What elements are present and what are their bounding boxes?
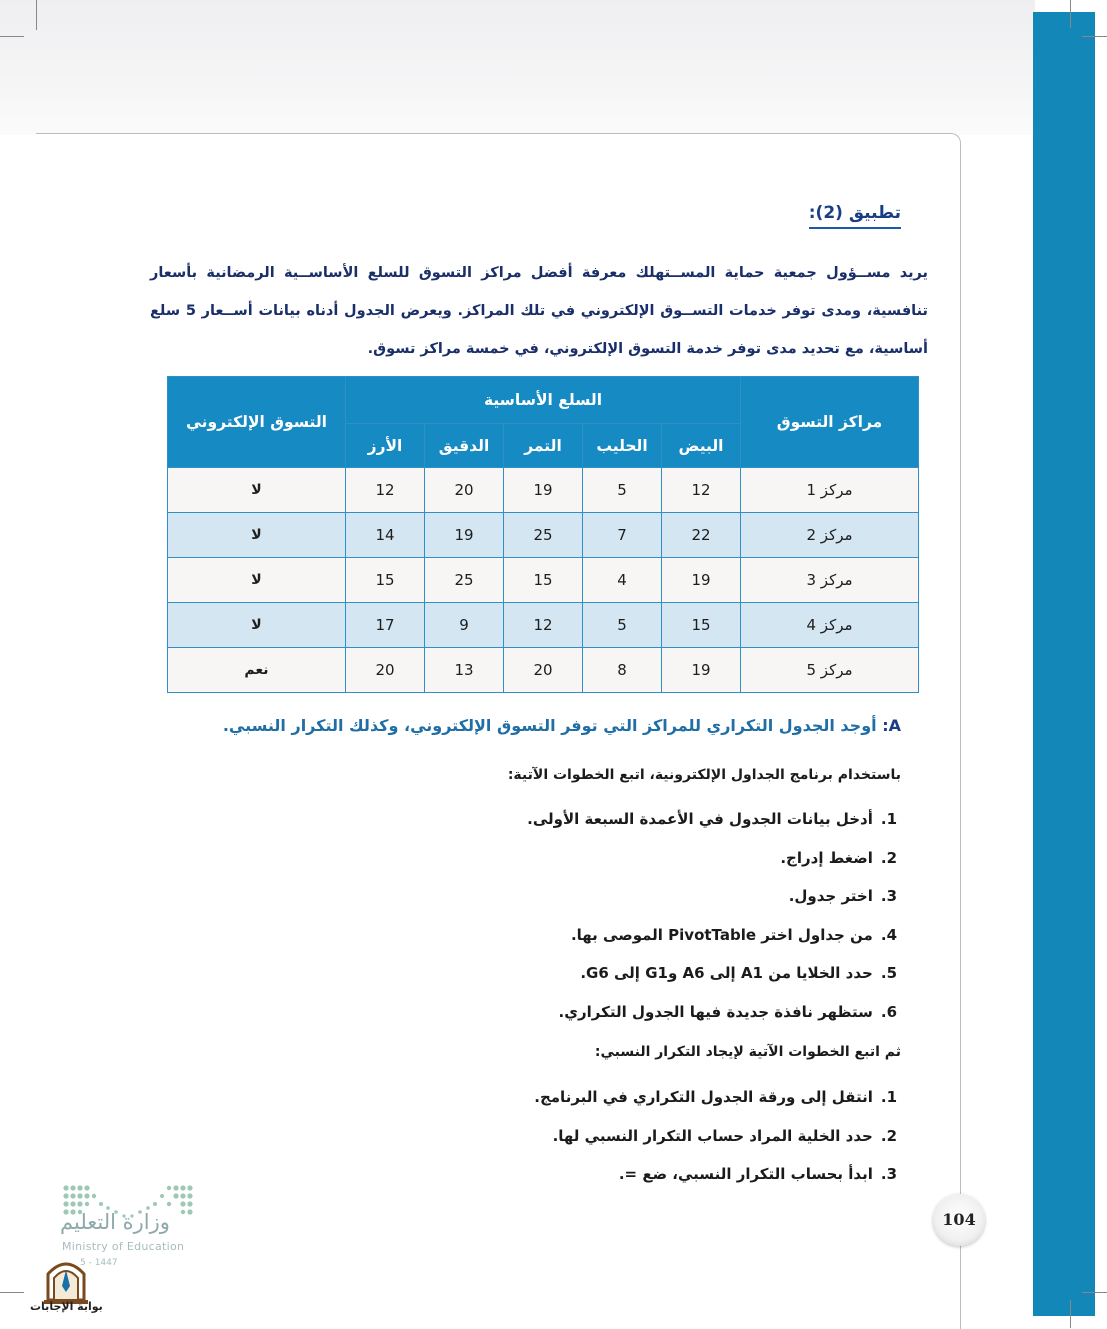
step-number: 1.	[880, 1088, 897, 1106]
price-cell: 7	[583, 513, 662, 558]
center-name: مركز 3	[741, 558, 919, 603]
step-text: من جداول اختر PivotTable الموصى بها.	[570, 925, 873, 944]
price-cell: 5	[583, 468, 662, 513]
header-centers: مراكز التسوق	[741, 377, 919, 468]
price-cell: 4	[583, 558, 662, 603]
price-cell: 12	[662, 468, 741, 513]
price-cell: 25	[425, 558, 504, 603]
step-number: 2.	[880, 848, 897, 867]
page-top-background	[0, 0, 1035, 135]
step-text: انتقل إلى ورقة الجدول التكراري في البرنامج.	[534, 1088, 873, 1106]
step-text: حدد الخلايا من A1 إلى A6 وG1 إلى G6.	[580, 964, 873, 983]
step-text: أدخل بيانات الجدول في الأعمدة السبعة الأولى.	[527, 810, 873, 828]
step-number: 4.	[880, 925, 897, 944]
table-row	[168, 558, 919, 603]
price-cell: 17	[346, 603, 425, 648]
question-a-text: أوجد الجدول التكراري للمراكز التي توفر التسوق الإلكتروني، وكذلك التكرار النسبي.	[222, 716, 877, 735]
crop-mark	[1082, 36, 1107, 37]
header-online: التسوق الإلكتروني	[168, 377, 346, 468]
instructions-2: ثم اتبع الخطوات الآتية لإيجاد التكرار النسبي:	[594, 1044, 901, 1060]
step-text: اختر جدول.	[788, 887, 873, 906]
header-good: البيض	[662, 424, 741, 468]
crop-mark	[0, 36, 24, 37]
step-number: 1.	[880, 810, 897, 828]
step-number: 3.	[880, 887, 897, 906]
crop-mark	[36, 0, 37, 30]
question-a-label: A:	[882, 716, 901, 735]
ministry-name-english: Ministry of Education	[62, 1240, 185, 1253]
list-item	[527, 800, 897, 839]
price-cell: 12	[346, 468, 425, 513]
price-cell: 19	[662, 648, 741, 693]
ministry-name-arabic: وزارة التعليم	[60, 1210, 170, 1234]
crop-mark	[0, 1292, 24, 1293]
list-item	[527, 954, 897, 993]
online-cell: لا	[168, 603, 346, 648]
steps-list-1	[527, 800, 897, 1032]
list-item	[527, 993, 897, 1032]
instructions-1: باستخدام برنامج الجداول الإلكترونية، اتبع الخطوات الآتية:	[507, 767, 901, 783]
prices-table	[167, 376, 919, 693]
price-cell: 9	[425, 603, 504, 648]
step-text: اضغط إدراج.	[780, 848, 873, 867]
online-cell: لا	[168, 513, 346, 558]
table-row	[168, 603, 919, 648]
price-cell: 19	[504, 468, 583, 513]
price-cell: 8	[583, 648, 662, 693]
step-number: 5.	[880, 964, 897, 983]
table-row	[168, 513, 919, 558]
ministry-year: 5 - 1447	[80, 1258, 118, 1268]
list-item	[534, 1078, 897, 1117]
price-cell: 12	[504, 603, 583, 648]
header-good: الدقيق	[425, 424, 504, 468]
price-cell: 15	[504, 558, 583, 603]
online-cell: لا	[168, 558, 346, 603]
list-item	[527, 839, 897, 878]
side-color-band	[1033, 12, 1095, 1316]
price-cell: 19	[662, 558, 741, 603]
price-cell: 5	[583, 603, 662, 648]
center-name: مركز 4	[741, 603, 919, 648]
online-cell: لا	[168, 468, 346, 513]
page-number: 104	[933, 1194, 985, 1246]
table-row	[168, 648, 919, 693]
header-good: الأرز	[346, 424, 425, 468]
question-a	[223, 716, 901, 735]
intro-paragraph: يريد مســؤول جمعية حماية المســتهلك معرفة أفضل مراكز التسوق للسلع الأساســية الرمضانية بأسعار تنافسية، ومدى توفر خدمات التســوق الإلكتروني في تلك المراكز. ويعرض الجدول أدناه بيانات أســعار 5 سلع أساسية، مع تحديد مدى توفر خدمة التسوق الإلكتروني، في خمسة مراكز تسوق.	[150, 265, 928, 357]
price-cell: 22	[662, 513, 741, 558]
step-number: 3.	[880, 1165, 897, 1184]
price-cell: 15	[346, 558, 425, 603]
price-cell: 20	[425, 468, 504, 513]
crop-mark	[1070, 1300, 1071, 1328]
header-good: التمر	[504, 424, 583, 468]
price-cell: 20	[504, 648, 583, 693]
header-good: الحليب	[583, 424, 662, 468]
center-name: مركز 1	[741, 468, 919, 513]
answers-portal-label: بوابة الإجابات	[30, 1300, 103, 1313]
step-text: حدد الخلية المراد حساب التكرار النسبي لها.	[552, 1126, 873, 1145]
list-item	[527, 916, 897, 955]
step-number: 6.	[880, 1002, 897, 1021]
step-text: ابدأ بحساب التكرار النسبي، ضع =.	[618, 1165, 873, 1184]
center-name: مركز 2	[741, 513, 919, 558]
step-number: 2.	[880, 1126, 897, 1145]
price-cell: 15	[662, 603, 741, 648]
price-cell: 13	[425, 648, 504, 693]
header-goods: السلع الأساسية	[346, 377, 741, 424]
table-row	[168, 468, 919, 513]
crop-mark	[1070, 0, 1071, 28]
list-item	[534, 1155, 897, 1194]
center-name: مركز 5	[741, 648, 919, 693]
section-heading: تطبيق (2):	[809, 203, 901, 229]
price-cell: 19	[425, 513, 504, 558]
price-cell: 14	[346, 513, 425, 558]
list-item	[527, 877, 897, 916]
list-item	[534, 1117, 897, 1156]
step-text: ستظهر نافذة جديدة فيها الجدول التكراري.	[558, 1002, 873, 1021]
steps-list-2	[534, 1078, 897, 1194]
price-cell: 25	[504, 513, 583, 558]
crop-mark	[1082, 1292, 1107, 1293]
price-cell: 20	[346, 648, 425, 693]
online-cell: نعم	[168, 648, 346, 693]
